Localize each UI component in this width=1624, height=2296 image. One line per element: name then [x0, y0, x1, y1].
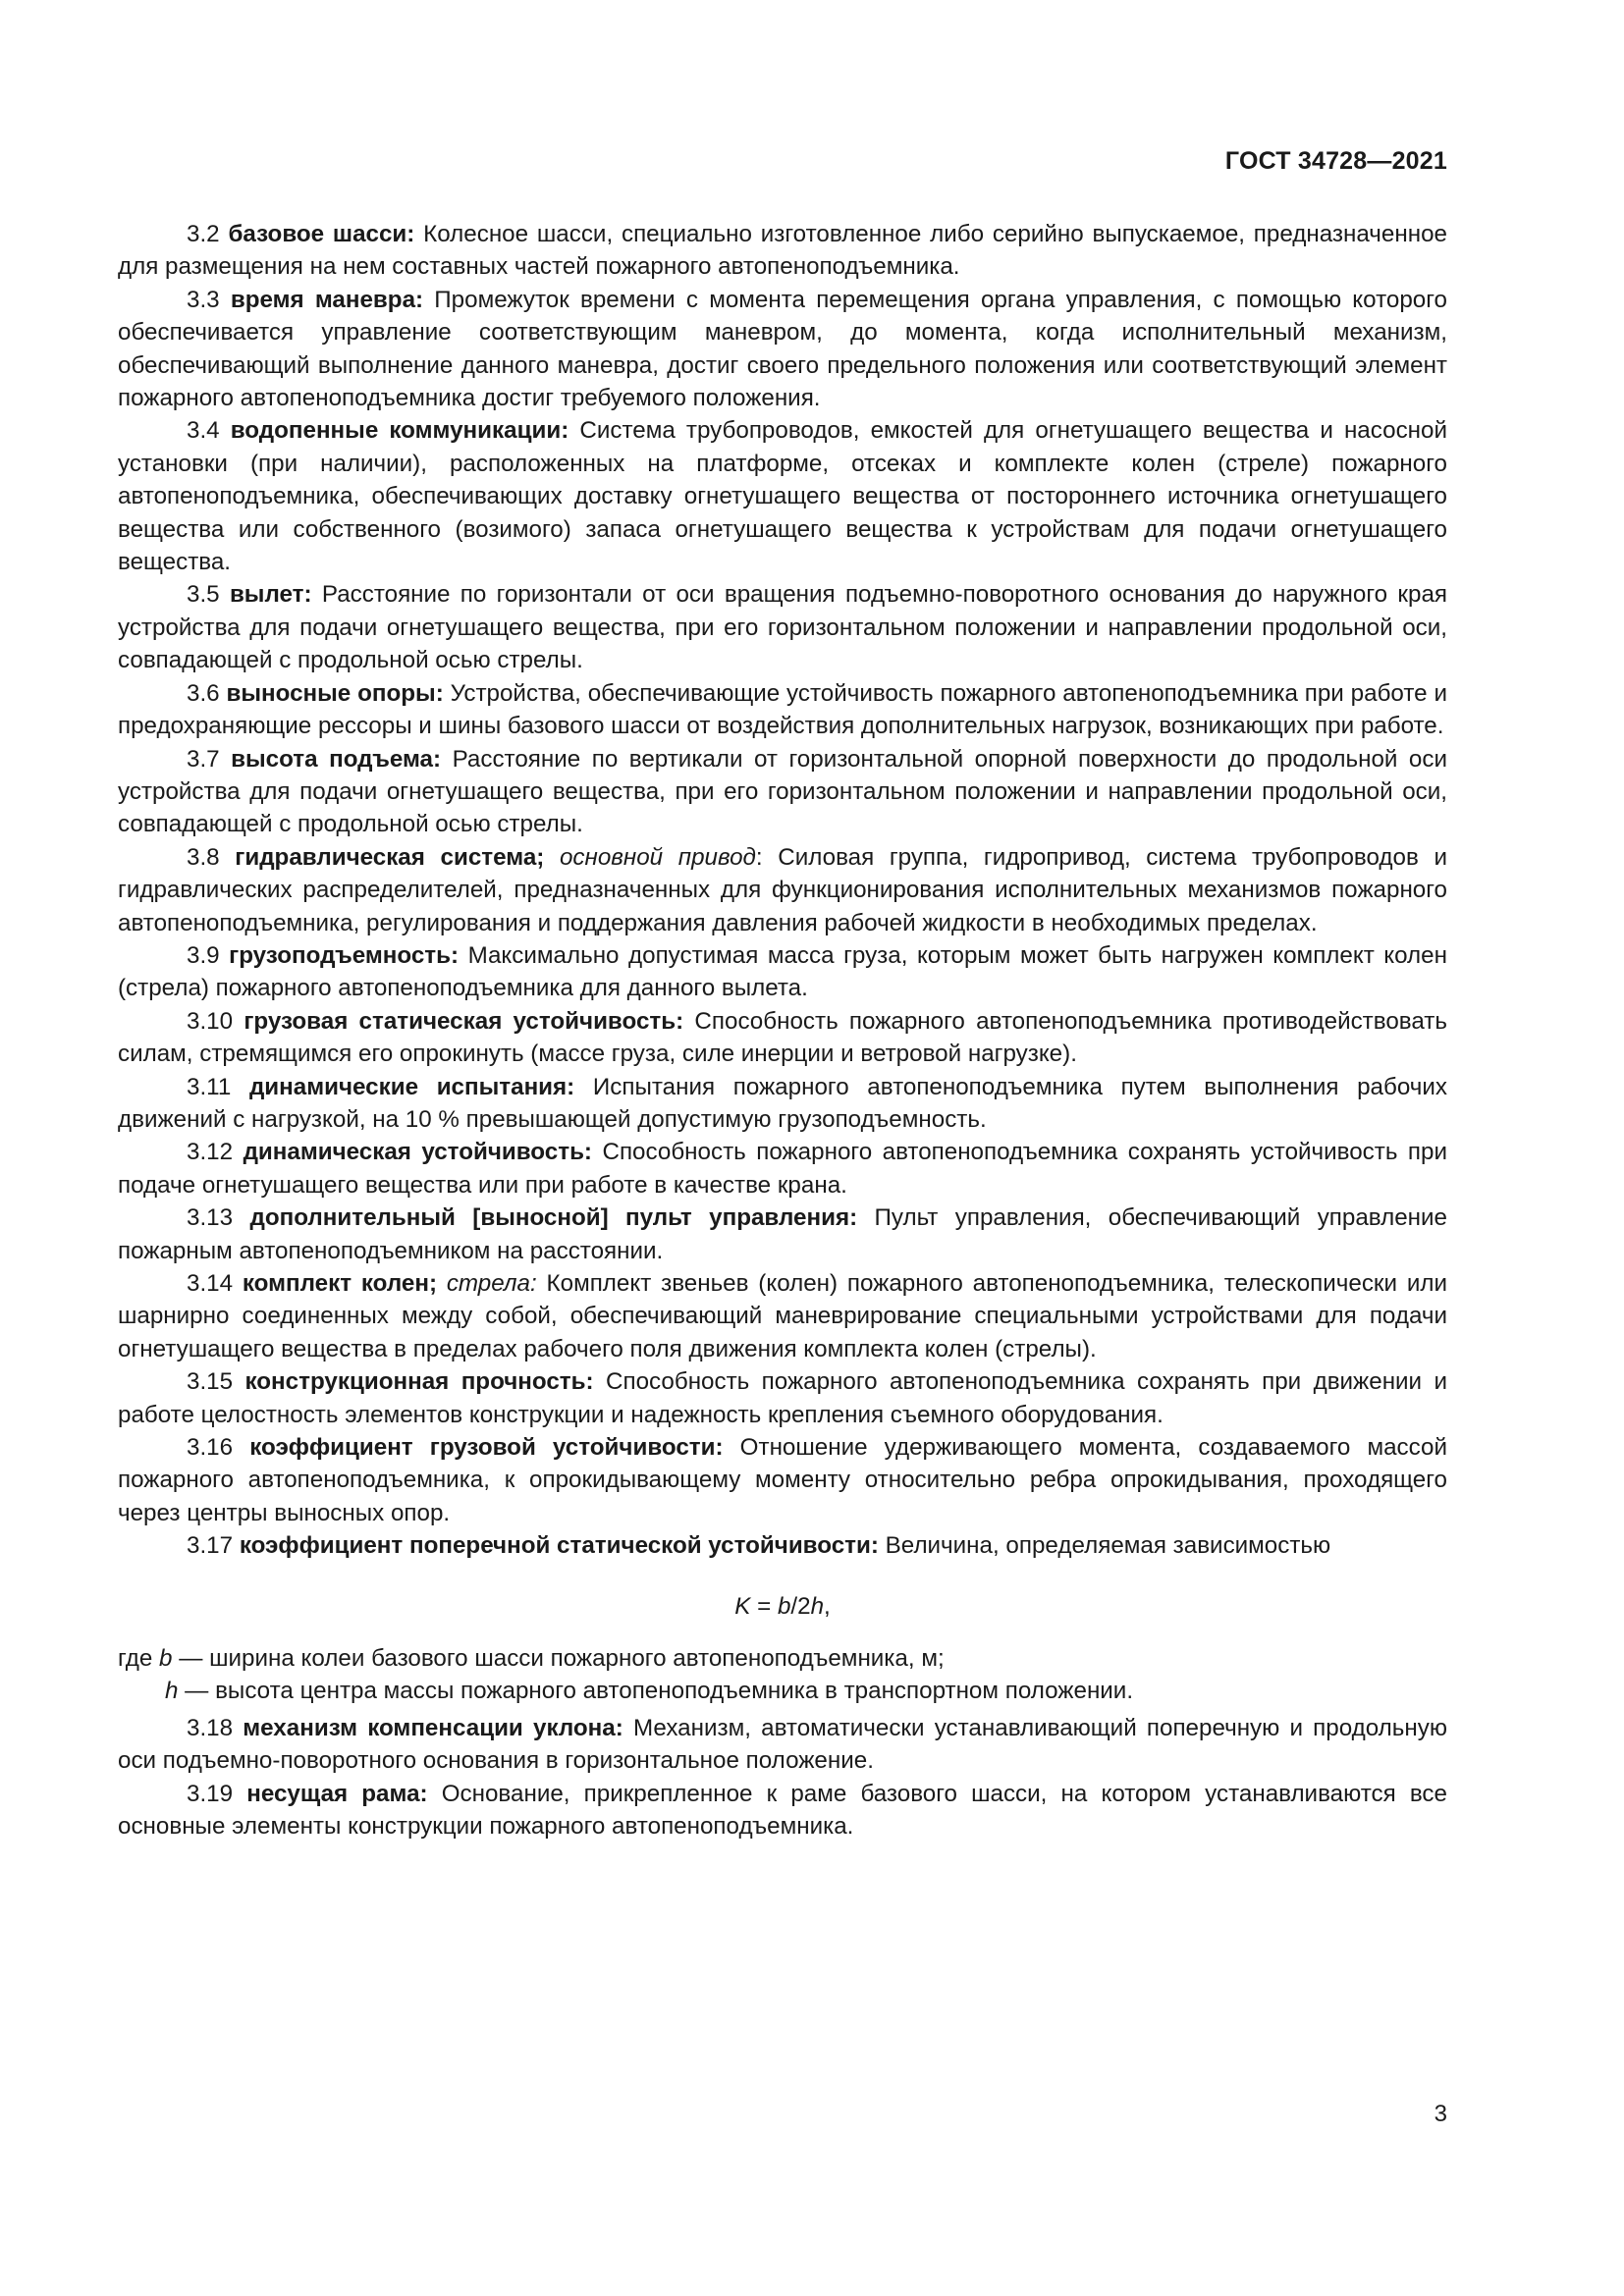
where-h-text: — высота центра массы пожарного автопеноподъемника в транспортном положении. — [178, 1678, 1134, 1705]
definitions-body — [118, 218, 1447, 1843]
definition-text: Величина, определяемая зависимостью — [885, 1532, 1331, 1560]
definition-number: 3.2 — [187, 221, 220, 247]
definition-term: механизм компенсации уклона: — [243, 1714, 623, 1741]
formula-eq: = — [750, 1592, 778, 1620]
definition-number: 3.8 — [187, 843, 220, 871]
definition-number: 3.4 — [187, 417, 220, 445]
definition-text: Основание, прикрепленное к раме базового шасси, на котором устанавливаются все основные элементы конструкции пожарного автопеноподъемника. — [118, 1780, 1447, 1841]
definition-term: выносные опоры: — [226, 679, 444, 707]
definition-text: Промежуток времени с момента перемещения органа управления, с помощью которого обеспечивается управление соответствующим маневром, до момента, когда исполнительный механизм, обеспечивающий выполнение данного маневра, достиг своего предельного положения или соответствующий элемент пожарного автопеноподъемника достиг требуемого положения. — [118, 286, 1447, 412]
document-id-header: ГОСТ 34728—2021 — [1224, 147, 1447, 175]
definition-term: грузоподъемность: — [229, 941, 460, 969]
definition-term: высота подъема: — [231, 745, 442, 773]
where-prefix: где — [118, 1645, 153, 1673]
definitions-list-b — [118, 1712, 1447, 1843]
definition-text: Пульт управления, обеспечивающий управление пожарным автопеноподъемником на расстоянии. — [118, 1204, 1447, 1264]
definition-number: 3.19 — [187, 1780, 234, 1807]
where-b-var: b — [159, 1645, 173, 1673]
definition-text: Испытания пожарного автопеноподъемника путем выполнения рабочих движений с нагрузкой, на 10 % превышающей допустимую грузоподъемность. — [118, 1073, 1447, 1133]
definition-number: 3.18 — [187, 1714, 234, 1741]
definition-text: Устройства, обеспечивающие устойчивость пожарного автопеноподъемника при работе и предохраняющие рессоры и шины базового шасси от воздействия дополнительных нагрузок, возникающих при работе. — [118, 679, 1447, 740]
definition-entry — [118, 1778, 1447, 1843]
definition-term: коэффициент поперечной статической устойчивости: — [239, 1532, 879, 1560]
definition-entry — [118, 1365, 1447, 1431]
definition-text: : Силовая группа, гидропривод, система трубопроводов и гидравлических распределителей, предназначенных для функционирования исполнительных механизмов пожарного автопеноподъемника, регулирования и поддержания давления рабочей жидкости в необходимых пределах. — [118, 843, 1447, 936]
definition-entry — [118, 841, 1447, 939]
definition-term: гидравлическая система; — [235, 843, 545, 871]
formula-b: b — [777, 1592, 791, 1620]
formula-h: h — [810, 1592, 825, 1620]
definition-text: Отношение удерживающего момента, создаваемого массой пожарного автопеноподъемника, к опрокидывающему моменту относительно ребра опрокидывания, проходящего через центры выносных опор. — [118, 1434, 1447, 1526]
definition-text: Максимально допустимая масса груза, которым может быть нагружен комплект колен (стрела) пожарного автопеноподъемника для данного вылета. — [118, 941, 1447, 1002]
definition-term: динамическая устойчивость: — [243, 1139, 592, 1166]
where-b-line — [118, 1642, 1447, 1675]
definition-term: коэффициент грузовой устойчивости: — [249, 1434, 724, 1462]
definition-text: Способность пожарного автопеноподъемника сохранять устойчивость при подаче огнетушащего вещества или при работе в качестве крана. — [118, 1139, 1447, 1199]
definition-term: несущая рама: — [246, 1780, 428, 1807]
definition-number: 3.5 — [187, 581, 220, 609]
definition-entry — [118, 1529, 1447, 1562]
definition-term: комплект колен; — [242, 1270, 438, 1297]
definition-text: Колесное шасси, специально изготовленное либо серийно выпускаемое, предназначенное для размещения на нем составных частей пожарного автопеноподъемника. — [118, 221, 1447, 281]
definition-entry — [118, 1712, 1447, 1778]
definition-number: 3.12 — [187, 1139, 234, 1166]
definition-term: базовое шасси: — [228, 221, 415, 247]
definition-text: Способность пожарного автопеноподъемника сохранять при движении и работе целостность элементов конструкции и надежность крепления съемного оборудования. — [118, 1368, 1447, 1428]
definition-number: 3.15 — [187, 1368, 234, 1396]
definition-entry — [118, 218, 1447, 284]
definition-text: Способность пожарного автопеноподъемника противодействовать силам, стремящимся его опрокинуть (массе груза, силе инерции и ветровой нагрузке). — [118, 1007, 1447, 1068]
where-h-var: h — [165, 1678, 179, 1705]
definition-alt-term: основной привод — [559, 843, 756, 871]
definition-number: 3.6 — [187, 679, 220, 707]
definition-number: 3.17 — [187, 1532, 234, 1560]
definition-term: дополнительный [выносной] пульт управления: — [249, 1204, 858, 1232]
definition-entry — [118, 1005, 1447, 1071]
definition-term: время маневра: — [230, 286, 424, 313]
definition-term: динамические испытания: — [248, 1073, 575, 1100]
definition-entry — [118, 1431, 1447, 1529]
formula-mid: /2 — [790, 1592, 811, 1620]
definition-number: 3.3 — [187, 286, 220, 313]
definition-term: грузовая статическая устойчивость: — [244, 1007, 684, 1035]
formula-lhs: K — [734, 1592, 751, 1620]
definitions-list-a — [118, 218, 1447, 1563]
where-b-text: — ширина колеи базового шасси пожарного автопеноподъемника, м; — [172, 1645, 945, 1673]
definition-number: 3.14 — [187, 1270, 234, 1297]
definition-entry — [118, 414, 1447, 578]
definition-entry — [118, 1136, 1447, 1201]
definition-text: Механизм, автоматически устанавливающий поперечную и продольную оси подъемно-поворотного основания в горизонтальное положение. — [118, 1714, 1447, 1775]
definition-term: вылет: — [229, 581, 312, 609]
definition-entry — [118, 743, 1447, 841]
definition-number: 3.11 — [187, 1073, 232, 1100]
definition-number: 3.13 — [187, 1204, 234, 1232]
definition-entry — [118, 939, 1447, 1005]
definition-text: Расстояние по горизонтали от оси вращения подъемно-поворотного основания до наружного края устройства для подачи огнетушащего вещества, при его горизонтальном положении и направлении продольной оси, совпадающей с продольной осью стрелы. — [118, 581, 1447, 674]
definition-entry — [118, 578, 1447, 676]
definition-entry — [118, 1267, 1447, 1365]
definition-term: водопенные коммуникации: — [230, 417, 569, 445]
definition-text: Комплект звеньев (колен) пожарного автопеноподъемника, телескопически или шарнирно соединенных между собой, обеспечивающий маневрирование специальными устройствами для подачи огнетушащего вещества в пределах рабочего поля движения комплекта колен (стрелы). — [118, 1270, 1447, 1362]
definition-number: 3.10 — [187, 1007, 234, 1035]
definition-entry — [118, 677, 1447, 743]
definition-number: 3.9 — [187, 941, 220, 969]
definition-alt-term: стрела: — [446, 1270, 537, 1297]
definition-text: Система трубопроводов, емкостей для огнетушащего вещества и насосной установки (при наличии), расположенных на платформе, отсеках и комплекте колен (стреле) пожарного автопеноподъемника, обеспечивающих доставку огнетушащего вещества от постороннего источника огнетушащего вещества или собственного (возимого) запаса огнетушащего вещества к устройствам для подачи огнетушащего вещества. — [118, 417, 1447, 576]
definition-term: конструкционная прочность: — [244, 1368, 594, 1396]
definition-entry — [118, 1071, 1447, 1137]
formula-end: , — [824, 1592, 831, 1620]
definition-text: Расстояние по вертикали от горизонтальной опорной поверхности до продольной оси устройства для подачи огнетушащего вещества, при его горизонтальном положении и направлении продольной оси, совпадающей с продольной осью стрелы. — [118, 745, 1447, 838]
formula — [118, 1590, 1447, 1623]
definition-number: 3.16 — [187, 1434, 234, 1462]
page-number: 3 — [1434, 2101, 1447, 2127]
document-page — [118, 0, 1447, 2296]
where-h-line — [118, 1675, 1447, 1707]
definition-number: 3.7 — [187, 745, 220, 773]
definition-entry — [118, 1201, 1447, 1267]
definition-entry — [118, 284, 1447, 415]
